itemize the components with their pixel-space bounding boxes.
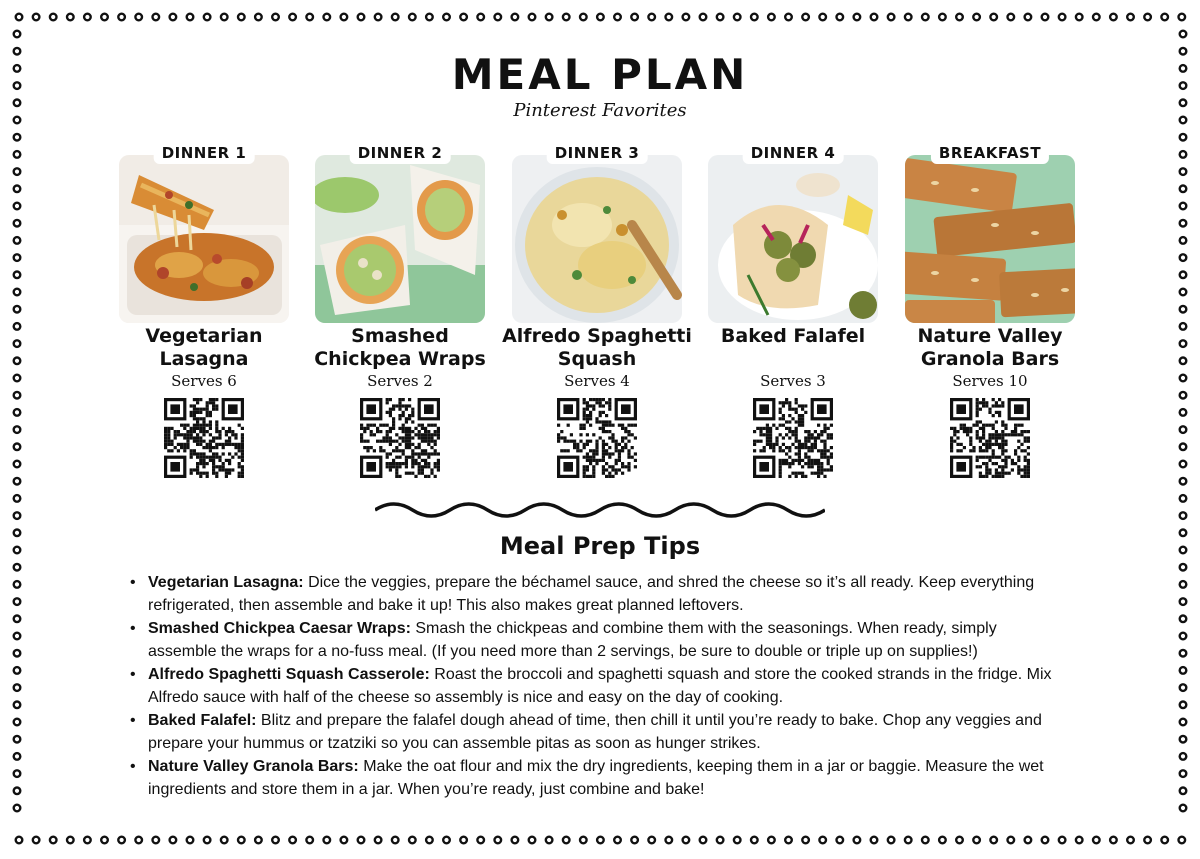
- tip-recipe-name: Smashed Chickpea Caesar Wraps:: [148, 620, 411, 637]
- tips-heading: Meal Prep Tips: [499, 532, 701, 560]
- meal-card-dinner-2[interactable]: [302, 145, 498, 482]
- lasagna-photo: [119, 155, 289, 323]
- list-item: [128, 571, 1068, 617]
- tip-text: Smash the chickpeas and combine them with the seasonings. When ready, simply assemble the wraps for a no-fuss meal. (If you need more than 2 servings, be sure to double or triple up on supplies!): [148, 620, 997, 660]
- recipe-name[interactable]: Alfredo Spaghetti Squash: [502, 325, 692, 370]
- serves-count: Serves 6: [171, 372, 237, 390]
- meal-tag: DINNER 4: [743, 142, 844, 164]
- tip-text: Blitz and prepare the falafel dough ahead of time, then chill it until you’re ready to bake. Chop any veggies and prepare your hummus or tzatziki so you can assemble pitas as soon as hunger strikes.: [148, 712, 1042, 752]
- spaghetti-squash-photo: [512, 155, 682, 323]
- qr-code-icon[interactable]: [360, 398, 440, 478]
- serves-count: Serves 10: [952, 372, 1028, 390]
- tip-recipe-name: Vegetarian Lasagna:: [148, 574, 304, 591]
- recipe-name[interactable]: Smashed Chickpea Wraps: [314, 325, 486, 370]
- wave-divider-icon: [375, 495, 825, 525]
- recipe-name[interactable]: Nature Valley Granola Bars: [917, 325, 1063, 370]
- page-title: MEAL PLAN: [451, 50, 749, 99]
- serves-count: Serves 3: [760, 372, 826, 390]
- granola-bars-photo: [905, 155, 1075, 323]
- tip-text: Dice the veggies, prepare the béchamel sauce, and shred the cheese so it’s all ready. Keep everything refrigerated, then assemble and bake it up! This also makes great planned leftovers.: [148, 574, 1035, 614]
- tip-recipe-name: Nature Valley Granola Bars:: [148, 758, 359, 775]
- tip-recipe-name: Baked Falafel:: [148, 712, 257, 729]
- qr-code-icon[interactable]: [950, 398, 1030, 478]
- list-item: [128, 663, 1068, 709]
- serves-count: Serves 4: [564, 372, 630, 390]
- meal-card-dinner-4[interactable]: [695, 145, 891, 482]
- meal-card-breakfast[interactable]: [892, 145, 1088, 482]
- meal-card-dinner-1[interactable]: [106, 145, 302, 482]
- meal-tag: DINNER 1: [154, 142, 255, 164]
- qr-code-icon[interactable]: [753, 398, 833, 478]
- page-subtitle: Pinterest Favorites: [513, 100, 687, 121]
- tip-recipe-name: Alfredo Spaghetti Squash Casserole:: [148, 666, 430, 683]
- qr-code-icon[interactable]: [164, 398, 244, 478]
- recipe-name[interactable]: Vegetarian Lasagna: [145, 325, 263, 370]
- serves-count: Serves 2: [367, 372, 433, 390]
- list-item: [128, 617, 1068, 663]
- list-item: [128, 709, 1068, 755]
- meal-card-dinner-3[interactable]: [499, 145, 695, 482]
- chickpea-wraps-photo: [315, 155, 485, 323]
- tip-text: Make the oat flour and mix the dry ingredients, keeping them in a jar or baggie. Measure the wet ingredients and store them in a jar. When you’re ready, just combine and bake!: [148, 758, 1044, 798]
- falafel-photo: [708, 155, 878, 323]
- meal-tag: DINNER 2: [350, 142, 451, 164]
- meal-tag: BREAKFAST: [931, 142, 1049, 164]
- tips-list: [128, 571, 1068, 801]
- tip-text: Roast the broccoli and spaghetti squash and store the cooked strands in the fridge. Mix Alfredo sauce with half of the cheese so assembly is nice and easy on the day of cooking.: [148, 666, 1052, 706]
- meal-tag: DINNER 3: [547, 142, 648, 164]
- recipe-name[interactable]: Baked Falafel: [720, 325, 866, 347]
- qr-code-icon[interactable]: [557, 398, 637, 478]
- list-item: [128, 755, 1068, 801]
